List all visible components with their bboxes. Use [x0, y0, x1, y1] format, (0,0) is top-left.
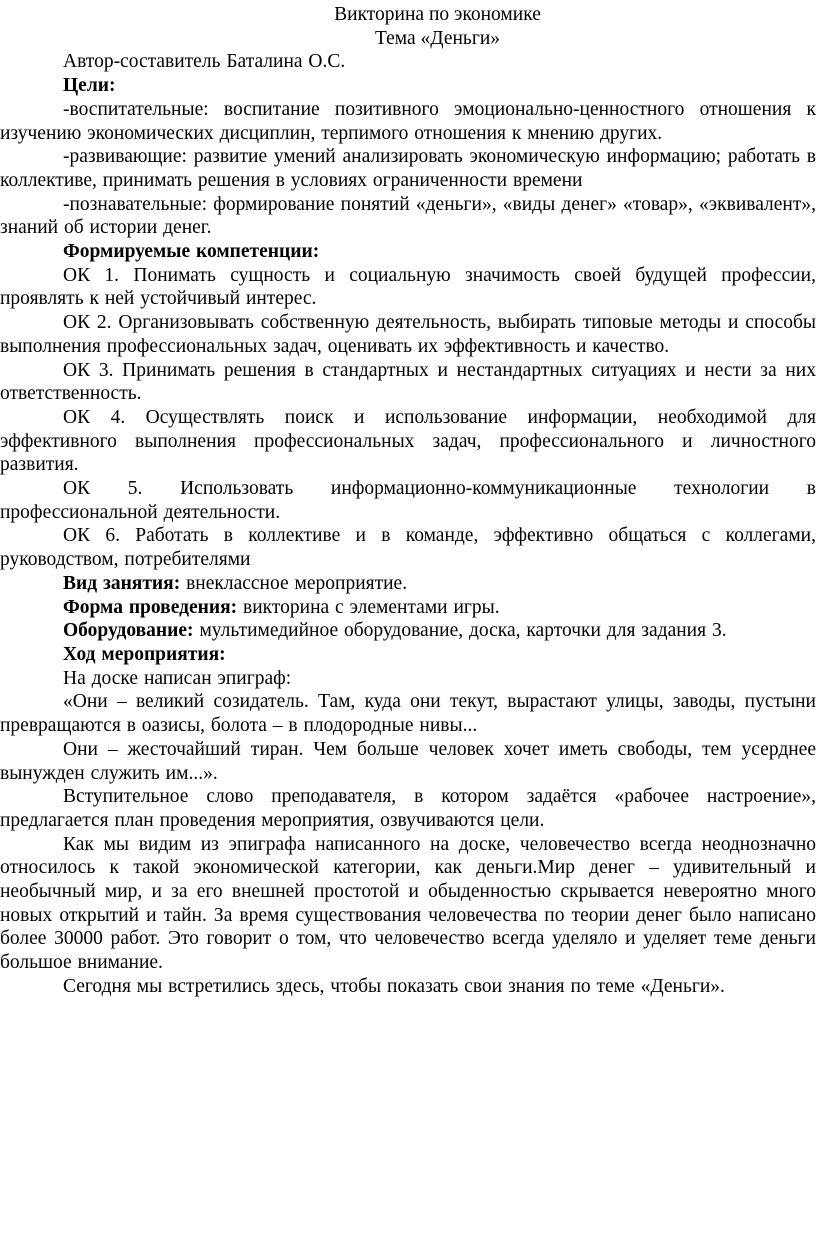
doc-title: Викторина по экономике — [334, 4, 541, 25]
lesson-type-label: Вид занятия: — [63, 572, 181, 594]
equipment-line — [0, 619, 816, 643]
format-value: викторина с элементами игры. — [243, 596, 500, 618]
lesson-type-line — [0, 572, 816, 596]
goal-upbringing: -воспитательные: воспитание позитивного эмоционально-ценностного отношения к изучению экономических дисциплин, терпимого отношения к мнению других. — [0, 98, 816, 144]
intro-word-paragraph: Вступительное слово преподавателя, в котором задаётся «рабочее настроение», предлагается план проведения мероприятия, озвучиваются цели. — [0, 786, 816, 831]
author-line: Автор-составитель Баталина О.С. — [63, 51, 346, 73]
reflection-paragraph: Как мы видим из эпиграфа написанного на доске, человечество всегда неоднозначно относилось к такой экономической категории, как деньги.Мир денег – удивительный и необычный мир, и за его внешней простотой и обыденностью скрывается невероятно много новых открытий и тайн. За время существования человечества по теории денег было написано более 30000 работ. Это говорит о том, что человечество всегда уделяло и уделяет теме деньги большое внимание. — [0, 833, 816, 974]
goal-developing: -развивающие: развитие умений анализировать экономическую информацию; работать в коллективе, принимать решения в условиях ограниченности времени — [0, 146, 816, 191]
competency-ok4: ОК 4. Осуществлять поиск и использование информации, необходимой для эффективного выполнения профессиональных задач, профессионального и личностного развития. — [0, 406, 816, 476]
competency-ok6: ОК 6. Работать в коллективе и в команде, эффективно общаться с коллегами, руководством, потребителями — [0, 525, 816, 571]
lesson-type-value: внеклассное мероприятие. — [186, 572, 408, 594]
closing-paragraph: Сегодня мы встретились здесь, чтобы показать свои знания по теме «Деньги». — [63, 975, 725, 997]
epigraph-line-2: Они – жесточайший тиран. Чем больше человек хочет иметь свободы, тем усерднее вынужден служить им...». — [0, 738, 816, 784]
format-label: Форма проведения: — [63, 596, 238, 618]
equipment-value: мультимедийное оборудование, доска, карточки для задания 3. — [199, 620, 727, 642]
goals-heading: Цели: — [63, 75, 116, 97]
competency-ok5: ОК 5. Использовать информационно-коммуникационные технологии в профессиональной деятельности. — [0, 478, 816, 523]
competencies-heading: Формируемые компетенции: — [63, 241, 320, 263]
equipment-label: Оборудование: — [63, 620, 194, 642]
epigraph-intro: На доске написан эпиграф: — [63, 667, 292, 689]
doc-subtitle: Тема «Деньги» — [374, 27, 501, 49]
format-line — [0, 596, 816, 620]
competency-ok2: ОК 2. Организовывать собственную деятельность, выбирать типовые методы и способы выполнения профессиональных задач, оценивать их эффективность и качество. — [0, 312, 816, 357]
goal-cognitive: -познавательные: формирование понятий «деньги», «виды денег» «товар», «эквивалент», знаний об истории денег. — [0, 193, 816, 239]
epigraph-line-1: «Они – великий созидатель. Там, куда они текут, вырастают улицы, заводы, пустыни превращаются в оазисы, болота – в плодородные нивы... — [0, 691, 816, 737]
competency-ok3: ОК 3. Принимать решения в стандартных и нестандартных ситуациях и нести за них ответственность. — [0, 359, 816, 405]
competency-ok1: ОК 1. Понимать сущность и социальную значимость своей будущей профессии, проявлять к ней устойчивый интерес. — [0, 264, 816, 310]
procedure-heading: Ход мероприятия: — [63, 643, 226, 665]
